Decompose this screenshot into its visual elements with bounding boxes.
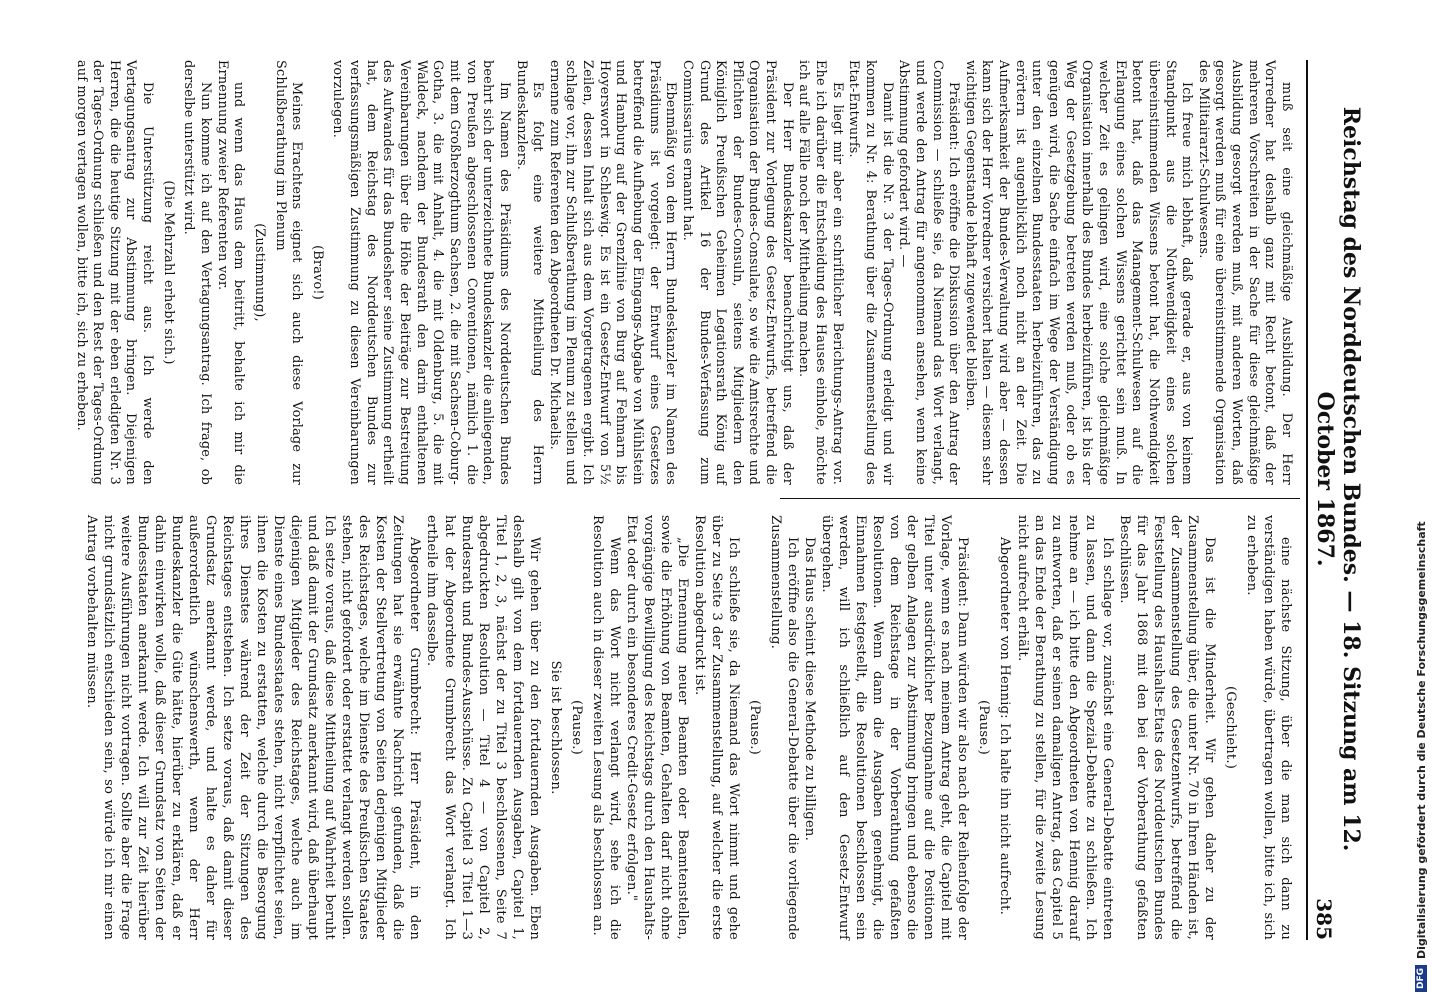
interjection: (Zustimmung),	[251, 223, 267, 322]
paragraph: Meines Erachtens eignet sich auch diese Vorlage zur Schlußberathung im Plenum	[272, 60, 305, 485]
paragraph: Präsident: Ich eröffne die Diskussion über den Antrag der Commission — schließe sie, da Niemand das Wort verlangt, und werde den Antrag für angenommen ansehen, wenn keine Abstimmung gefordert wird. —	[896, 60, 962, 485]
paragraph: Im Namen des Präsidiums des Norddeutschen Bundes beehrt sich der unterzeichnete Bundeskanzler die anliegenden, von Preußen abgeschlossenen Conventionen, nämlich 1. die mit dem Großherzogthum Sachsen, 2. die mit Sachsen-Coburg-Gotha, 3. die mit Anhalt, 4. die mit Oldenburg, 5. die mit Waldeck, nachdem der Bundesrath den darin enthaltenen Vereinbarungen über die Höhe der Beiträge zur Bestreitung des Aufwandes für das Bundesheer seine Zustimmung ertheilt hat, dem Reichstag des Norddeutschen Bundes zur verfassungsmäßigen Zustimmung zu diesen Vereinbarungen vorzulegen.	[330, 60, 512, 485]
paragraph: Damit ist die Nr. 3 der Tages-Ordnung erledigt und wir kommen zu Nr. 4: Berathung über die Zusammenstellung des Etat-Entwurfs.	[846, 60, 895, 485]
page-header	[1306, 60, 1364, 940]
interjection: (Die Mehrzahl erhebt sich.)	[160, 180, 176, 365]
paragraph: Ich freue mich lebhaft, daß gerade er, aus von keinem Standpunkt aus die Nothwendigkeit eines solchen übereinstimmenden Wissens betont hat, die Nothwendigkeit betont hat, daß das Management-Schulwesen auf die Erlangung eines solchen Wissens gerichtet sein muß. In welcher Zeit es gelingen wird, eine solche gleichmäßige Organisation innerhalb des Bundes herbeizuführen, ist bis der Weg der Gesetzgebung betreten werden muß, oder ob es genügen wird, die Sache einfach im Wege der Verständigung unter den einzelnen Bundesstaaten herbeizuführen, das zu erörtern ist augenblicklich noch nicht an der Zeit. Die Aufmerksamkeit der Bundes-Verwaltung wird aber — dessen kann sich der Herr Vorredner versichert halten — diesem sehr wichtigen Gegenstande lebhaft zugewendet bleiben.	[962, 60, 1195, 485]
right-column	[83, 515, 1294, 940]
left-column	[72, 60, 1294, 485]
dfg-logo: DFG	[1415, 965, 1427, 992]
paragraph: Wir gehen über zu den fortdauernden Ausgaben. Eben deshalb gilt von dem fortdauernden Ausgaben, Capitel 1, Titel 1, 2, 3, nächst der zu Titel 3 beschlossenen, Seite 7 abgedruckten Resolution — Titel 4 — von Capitel 2, Bundesrath und Bundes-Ausschüsse. Zu Capitel 3 Titel 1—3 hat der Abgeordnete Grumbrecht das Wort verlangt. Ich ertheile ihm dasselbe.	[424, 515, 542, 940]
paragraph: Präsident: Dann würden wir also nach der Reihenfolge der Vorlage, wenn es nach meinem Antrag geht, die Capitel mit Titel unter ausdrücklicher Bezugnahme auf die Positionen der gelben Anlagen zur Abstimmung bringen und ebenso die von dem Reichstage in der Vorberathung gefaßten Resolutionen. Wenn dann die Ausgaben genehmigt, die Einnahmen festgestellt, die Resolutionen beschlossen sein werden, will ich schließlich auf den Gesetz-Entwurf übergehen.	[819, 515, 971, 940]
page-title: Reichstag des Norddeutschen Bundes. — 18. Sitzung am 12. October 1867.	[1312, 106, 1364, 852]
paragraph: Ich schließe sie, da Niemand das Wort nimmt und gehe über zu Seite 3 der Zusammenstellung, auf welcher die erste Resolution abgedruckt ist.	[691, 515, 742, 940]
paragraph: Ich schlage vor, zunächst eine General-Debatte eintreten zu lassen, und dann die Spezial-Debatte zu schließen. Ich nehme an — ich bitte den Abgeordneten von Hennig darauf zu antworten, daß er seinen damaligen Antrag, das Capitel 5 an das Ende der Berathung zu stellen, für die zweite Lesung nicht aufrecht erhält.	[1014, 515, 1115, 940]
paragraph: Die Unterstützung reicht aus. Ich werde den Vertagungsantrag zur Abstimmung bringen. Diejenigen Herren, die die heutige Sitzung mit der eben erledigten Nr. 3 der Tages-Ordnung schließen und den Rest der Tages-Ordnung auf morgen vertagen wollen, bitte ich, sich zu erheben.	[73, 60, 156, 485]
interjection: (Pause.)	[747, 700, 763, 755]
footer-text: Digitalisierung gefördert durch die Deutsche Forschungsgemeinschaft	[1414, 521, 1428, 959]
paragraph: Das ist die Minderheit. Wir gehen daher zu der Zusammenstellung über, die unter Nr. 70 in Ihren Händen ist, der Zusammenstellung des Gesetzentwurfs, betreffend die Feststellung des Haushalts-Etats des Norddeutschen Bundes für das Jahr 1868 mit den bei der Vorberathung gefaßten Beschlüssen.	[1116, 515, 1217, 940]
paragraph: muß seit eine gleichmäßige Ausbildung. Der Herr Vorredner hat deshalb ganz mit Recht betont, daß der mehreren Vorschreiten in der Sache für diese gleichmäßige Ausbildung gesorgt werden muß, mit anderen Worten, daß gesorgt werden muß für eine übereinstimmende Organisation des Militairarzt-Schulwesens.	[1195, 60, 1294, 485]
paragraph: Der Herr Bundeskanzler benachrichtigt uns, daß der Präsident zur Vorlegung des Gesetz-Entwurfs, betreffend die Organisation der Bundes-Consulate, so wie die Amtsrechte und Pflichten der Bundes-Consuln, seitens Mitgliedern den Königlich Preußischen Geheimen Legationsrath König auf Grund des Artikel 16 der Bundes-Verfassung zum Commissarius ernannt hat.	[679, 60, 795, 485]
paragraph: Es folgt eine weitere Mittheilung des Herrn Bundeskanzlers.	[513, 60, 546, 485]
paragraph: Ebenmäßig von dem Herrn Bundeskanzler im Namen des Präsidiums ist vorgelegt: der Entwurf eines Gesetzes betreffend die Aufhebung der Eingangs-Abgabe von Mühlstein und Hamburg auf der Grenzlinie von Burg auf Fehmarn bis Hoyerswort in Schleswig. Es ist ein Gesetz-Entwurf von 5½ Zeilen, dessen Inhalt sich aus dem Vorgetragenen ergibt. Ich schlage vor, ihn zur Schlußberathung im Plenum zu stellen und ernenne zum Referenten den Abgeordneten Dr. Michaelis.	[546, 60, 679, 485]
paragraph: Nun komme ich auf den Vertagungsantrag. Ich frage, ob derselbe unterstützt wird.	[181, 60, 213, 485]
paragraph: Wenn das Wort nicht verlangt wird, sehe ich die Resolution auch in dieser zweiten Lesung als beschlossen an.	[589, 515, 622, 940]
paragraph: eine nächste Sitzung, über die man sich dann zu verständigen haben würde, übertragen wollen, bitte ich, sich zu erheben.	[1243, 515, 1293, 940]
interjection: (Geschieht.)	[1222, 685, 1238, 770]
paragraph: Es liegt mir aber ein schriftlicher Berichtungs-Antrag vor. Ehe ich darüber die Entscheidung des Hauses einhole, möchte ich auf alle Fälle noch der Mittheilung machen.	[796, 60, 845, 485]
interjection: (Pause.)	[976, 700, 992, 755]
paragraph: „Die Ernennung neuer Beamten oder Beamtenstellen, sowie die Erhöhung von Beamten, Gehalten darf nicht ohne vorgängige Bewilligung des Reichstags durch den Haushalts-Etat oder durch ein besonderes Credit-Gesetz erfolgen."	[623, 515, 690, 940]
digitization-footer	[1408, 0, 1430, 1000]
paragraph: Ich eröffne also die General-Debatte über die vorliegende Zusammenstellung.	[768, 515, 801, 940]
page-number: 385	[1312, 898, 1336, 940]
paragraph: Das Haus scheint diese Methode zu billigen.	[802, 537, 818, 841]
paragraph: Abgeordneter von Hennig: Ich halte ihn nicht aufrecht.	[997, 537, 1013, 915]
paragraph: Sie ist beschlossen.	[547, 660, 563, 795]
paragraph: Abgeordneter Grumbrecht: Herr Präsident, in den Zeitungen hat sie erwähnte Nachricht gefunden, daß die Kosten der Stellvertretung von Seiten derjenigen Mitglieder des Reichstages, welche im Dienste des Preußischen Staates stehen, nicht gefordert oder erstattet verlangt werden sollen. Ich setze voraus, daß diese Mittheilung auf Wahrheit beruht und daß damit der Grundsatz anerkannt wird, daß überhaupt diejenigen Mitglieder des Reichstages, welche auch im Dienste eines Bundesstaates stehen, nicht verpflichtet seien, ihnen die Kosten zu erstatten, welche durch die Besorgung ihres Dienstes während der Zeit der Sitzungen des Reichstages entstehen. Ich setze voraus, daß damit dieser Grundsatz anerkannt werde, und halte es daher für außerordentlich wünschenswerth, wenn der Herr Bundeskanzler die Güte hätte, hierüber zu erklären, daß er dahin einwirken wolle, daß dieser Grundsatz von Seiten der Bundesstaaten anerkannt werde. Ich will zur Zeit hierüber weitere Ausführungen nicht vortragen. Sollte aber die Frage nicht grundsätzlich entschieden sein, so würde ich mir einen Antrag vorbehalten müssen.	[83, 515, 423, 940]
interjection: (Bravo!)	[309, 245, 325, 300]
interjection: (Pause.)	[568, 700, 584, 755]
column-divider	[780, 498, 1300, 499]
paragraph: und wenn das Haus dem beitritt, behalte ich mir die Ernennung zweier Referenten vor.	[214, 60, 247, 485]
